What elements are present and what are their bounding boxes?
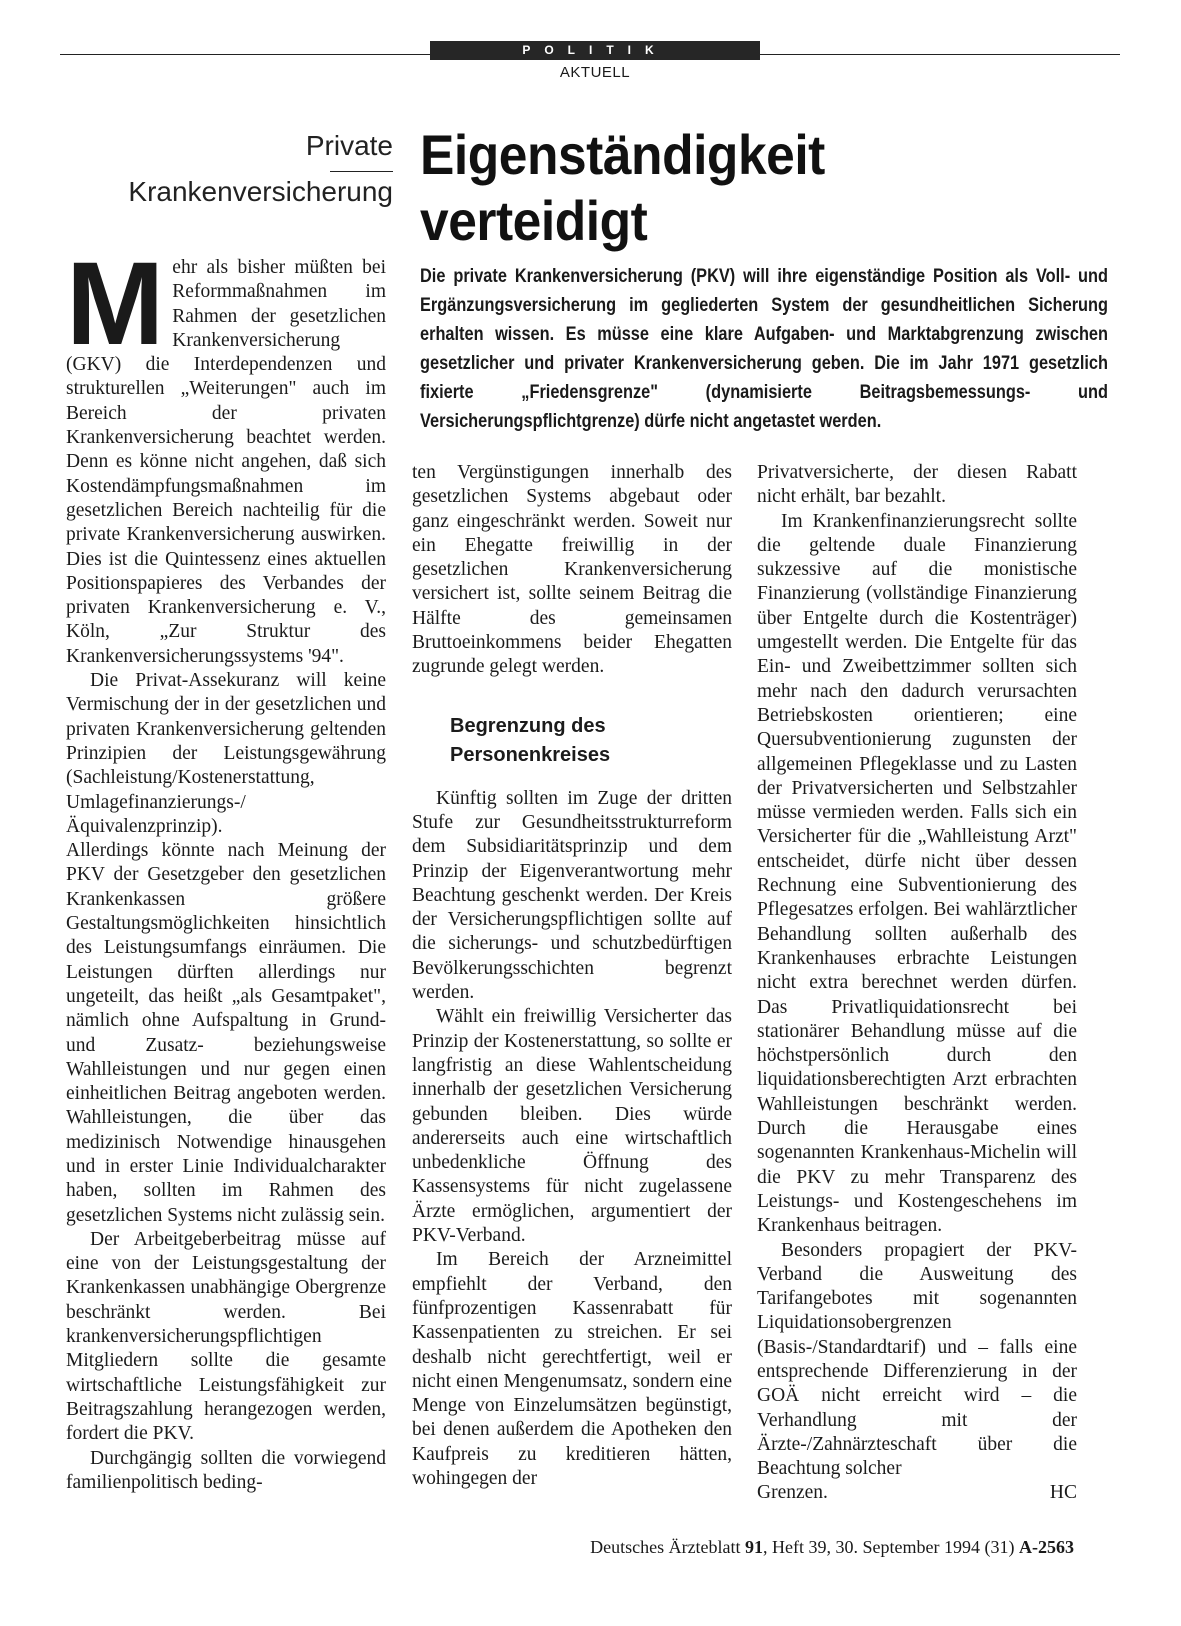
- page-number: A-2563: [1019, 1537, 1074, 1557]
- article-column-3: [757, 461, 1077, 1506]
- paragraph: Im Krankenfinanzierungsrecht sollte die geltende duale Finanzierung sukzessive auf die monistische Finanzierung (vollständige Finanzierung über Entgelte durch die Kostenträger) umgestellt werden. Die Entgelte für das Ein- und Zweibettzimmer sollten sich mehr nach den dadurch verursachten Betriebskosten orientieren; eine Quersubventionierung zugunsten der allgemeinen Pflegeklasse und zu Lasten der Privatversicherten und Selbstzahler müsse vermieden werden. Falls sich ein Versicherter für die „Wahlleistung Arzt" entscheidet, dürfe nicht über dessen Rechnung eine Subventionierung des Pflegesatzes erfolgen. Bei wahlärztlicher Behandlung sollten außerhalb des Krankenhauses erbrachte Leistungen nicht extra berechnet werden dürfen. Das Privatliquidationsrecht bei stationärer Behandlung müsse auf die höchstpersönlich durch den liquidationsberechtigten Arzt erbrachten Wahlleistungen beschränkt werden. Durch die Herausgabe eines sogenannten Krankenhaus-Michelin will die PKV zu mehr Transparenz des Leistungs- und Kostengeschehens im Krankenhaus beitragen.: [757, 510, 1077, 1237]
- article-column-1: [66, 238, 386, 1495]
- headline-line-1: Eigenständigkeit: [420, 123, 825, 186]
- subheading: [450, 712, 732, 770]
- paragraph: ten Vergünstigungen innerhalb des gesetzlichen Systems abgebaut oder ganz eingeschränkt werden. Soweit nur ein Ehegatte freiwillig in der gesetzlichen Krankenversicherung versichert ist, sollte seinem Beitrag die Hälfte des gemeinsamen Bruttoeinkommens beider Ehegatten zugrunde gelegt werden.: [412, 462, 732, 678]
- paragraph: Der Arbeitgeberbeitrag müsse auf eine von der Leistungsgestaltung der Krankenkassen unabhängige Obergrenze beschränkt werden. Bei krankenversicherungspflichtigen Mitgliedern sollte die gesamte wirtschaftliche Leistungsfähigkeit zur Beitragszahlung herangezogen werden, fordert die PKV.: [66, 1228, 386, 1445]
- kicker-line-1: Private: [305, 130, 393, 161]
- header-rule-left: [60, 54, 430, 55]
- headline: [420, 122, 825, 254]
- volume-number: 91: [745, 1537, 764, 1557]
- author-signature: HC: [1049, 1482, 1077, 1504]
- lead-paragraph: Die private Krankenversicherung (PKV) will ihre eigenständige Position als Voll- und Ergänzungsversicherung im gegliederten System der gesundheitlichen Sicherung erhalten wissen. Es müsse eine klare Aufgaben- und Marktabgrenzung zwischen gesetzlicher und privater Krankenversicherung geben. Die im Jahr 1971 gesetzlich fixierte „Friedensgrenze" (dynamisierte Beitragsbemessungs- und Versicherungspflichtgrenze) dürfe nicht angetastet werden.: [420, 266, 1108, 432]
- kicker-line-2: Krankenversicherung: [128, 176, 393, 207]
- subheading-line-1: Begrenzung des: [450, 714, 606, 737]
- paragraph: Wählt ein freiwillig Versicherter das Prinzip der Kostenerstattung, so sollte er langfristig an diese Wahlentscheidung innerhalb der gesetzlichen Versicherung gebunden bleiben. Dies würde andererseits auch eine wirtschaftlich unbedenkliche Öffnung des Kassensystems für nicht zugelassene Ärzte ermöglichen, argumentiert der PKV-Verband.: [412, 1006, 732, 1247]
- kicker-rule: [330, 171, 393, 172]
- issue-date: , Heft 39, 30. September 1994 (31): [763, 1537, 1015, 1557]
- page-footer: [590, 1537, 1074, 1558]
- paragraph: Durchgängig sollten die vorwiegend familienpolitisch beding-: [66, 1447, 386, 1493]
- subheading-line-2: Personenkreises: [450, 743, 611, 766]
- closing-line: [757, 1481, 1077, 1505]
- header-rule-right: [760, 54, 1120, 55]
- paragraph: Die Privat-Assekuranz will keine Vermischung der in der gesetzlichen und privaten Krankenversicherung geltenden Prinzipien der Leistungsgewährung (Sachleistung/Kostenerstattung, Umlagefinanzierungs-/Äquivalenzprinzip).: [66, 670, 386, 837]
- paragraph: Privatversicherte, der diesen Rabatt nicht erhält, bar bezahlt.: [757, 462, 1077, 508]
- drop-cap: M: [66, 238, 165, 370]
- subsection-label: AKTUELL: [559, 64, 631, 81]
- paragraph: [66, 238, 386, 669]
- paragraph-text: ehr als bisher müßten bei Reformmaßnahmen im Rahmen der gesetzlichen Krankenversicherung (GKV) die Interdependenzen und strukturellen „Weiterungen" auch im Bereich der privaten Krankenversicherung beachtet werden. Denn es könne nicht angehen, daß sich Kostendämpfungsmaßnahmen im gesetzlichen Bereich nachteilig für die private Krankenversicherung auswirken. Dies ist die Quintessenz eines aktuellen Positionspapieres des Verbandes der privaten Krankenversicherung e. V., Köln, „Zur Struktur des Krankenversicherungssystems '94".: [66, 257, 386, 667]
- paragraph: Im Bereich der Arzneimittel empfiehlt der Verband, den fünfprozentigen Kassenrabatt für Kassenpatienten zu streichen. Er sei deshalb nicht gerechtfertigt, weil er nicht einen Mengenumsatz, sondern eine Menge von Einzelumsätzen begünstigt, bei denen außerdem die Apotheken den Kaufpreis zu kreditieren hätten, wohingegen der: [412, 1249, 732, 1489]
- section-label: POLITIK: [430, 41, 760, 60]
- paragraph: Künftig sollten im Zuge der dritten Stufe zur Gesundheitsstrukturreform dem Subsidiaritätsprinzip und dem Prinzip der Eigenverantwortung mehr Beachtung geschenkt werden. Der Kreis der Versicherungspflichtigen sollte auf die sicherungs- und schutzbedürftigen Bevölkerungsschichten begrenzt werden.: [412, 787, 732, 1004]
- article-column-2: [412, 461, 732, 1491]
- journal-name: Deutsches Ärzteblatt: [590, 1537, 741, 1557]
- closing-text: Grenzen.: [757, 1482, 828, 1504]
- headline-line-2: verteidigt: [420, 189, 648, 252]
- paragraph: Allerdings könnte nach Meinung der PKV der Gesetzgeber den gesetzlichen Krankenkassen größere Gestaltungsmöglichkeiten hinsichtlich des Leistungsumfangs einräumen. Die Leistungen dürften allerdings nur ungeteilt, das heißt „als Gesamtpaket", nämlich ohne Aufspaltung in Grund- und Zusatz- beziehungsweise Wahlleistungen und nur gegen einen einheitlichen Beitrag angeboten werden. Wahlleistungen, die über das medizinisch Notwendige hinausgehen und in erster Linie Individualcharakter haben, sollten im Rahmen des gesetzlichen Systems nicht zulässig sein.: [66, 840, 386, 1226]
- paragraph: Besonders propagiert der PKV-Verband die Ausweitung des Tarifangebotes mit sogenannten Liquidationsobergrenzen (Basis-/Standardtarif) und – falls eine entsprechende Differenzierung in der GOÄ nicht erreicht wird – die Verhandlung mit der Ärzte-/Zahnärzteschaft über die Beachtung solcher: [757, 1239, 1077, 1480]
